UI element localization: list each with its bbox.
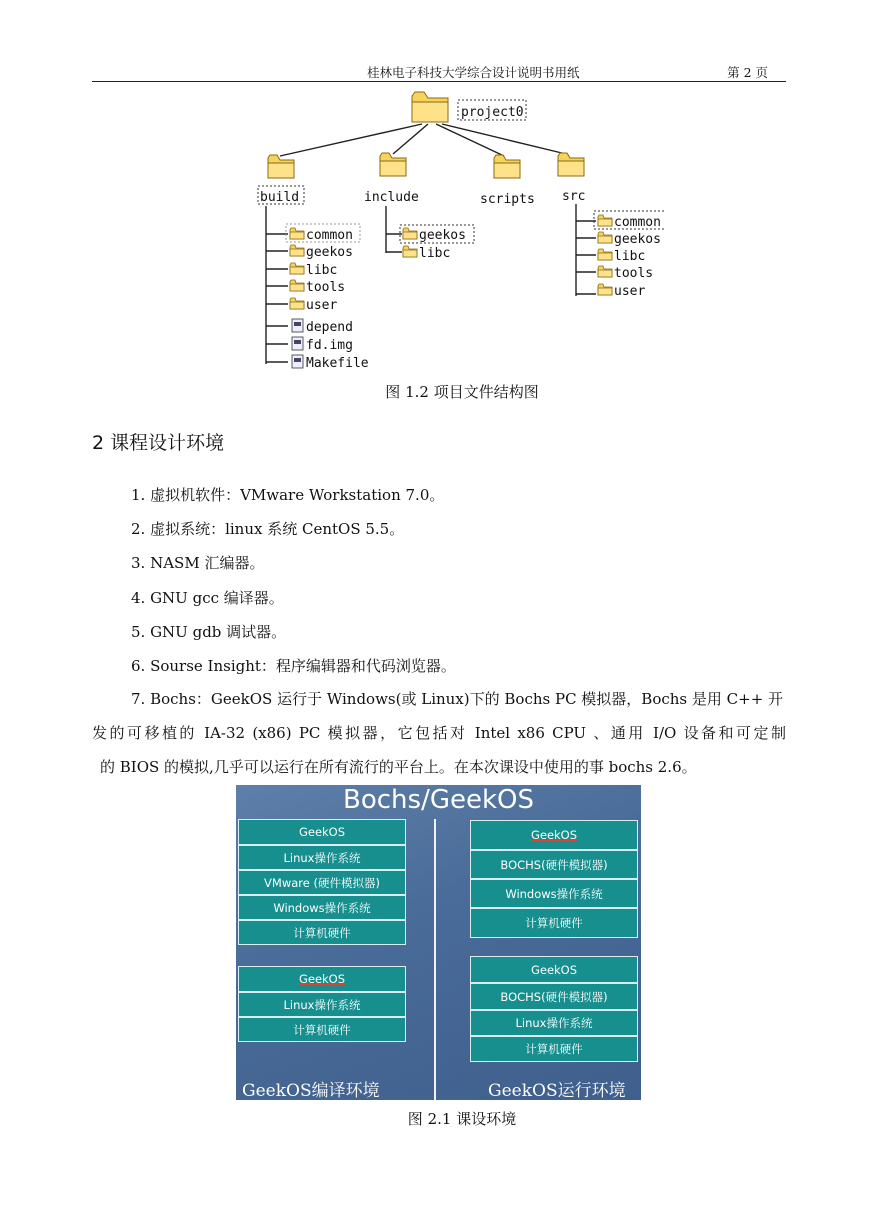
left-top-layer-3: VMware (硬件模拟器) [238, 870, 406, 895]
src-folder-icon [558, 153, 584, 176]
file-icon [292, 355, 303, 368]
src-child-libc: libc [614, 249, 646, 264]
dir-label-include: include [364, 190, 419, 205]
section-title: 2 课程设计环境 [92, 432, 225, 454]
folder-icon [403, 228, 417, 239]
build-tree-lines [266, 206, 288, 364]
file-icon [292, 319, 303, 332]
left-bottom-layer-2: Linux操作系统 [238, 992, 406, 1017]
folder-icon [598, 215, 612, 226]
src-child-common: common [614, 215, 661, 230]
page-header [92, 62, 786, 82]
src-child-user: user [614, 284, 646, 299]
para7-line-1: 7. Bochs：GeekOS 运行于 Windows(或 Linux)下的 Bochs PC 模拟器，Bochs 是用 C++ 开 [131, 690, 784, 708]
root-folder-icon [412, 92, 448, 122]
env-item-1: 1. 虚拟机软件：VMware Workstation 7.0。 [131, 486, 445, 504]
left-top-layer-2: Linux操作系统 [238, 845, 406, 870]
figure2-caption: 图 2.1 课设环境 [407, 1110, 517, 1128]
folder-icon [290, 280, 304, 291]
right-top-layer-3: Windows操作系统 [470, 879, 638, 908]
env-item-6: 6. Sourse Insight：程序编辑器和代码浏览器。 [131, 657, 456, 675]
include-folder-icon [380, 153, 406, 176]
right-bottom-layer-4: 计算机硬件 [470, 1036, 638, 1062]
build-child-depend: depend [306, 320, 353, 335]
folder-icon [403, 246, 417, 257]
include-child-geekos: geekos [419, 228, 466, 243]
dir-label-build: build [260, 190, 300, 205]
folder-icon [598, 266, 612, 277]
env-item-4: 4. GNU gcc 编译器。 [131, 589, 284, 607]
include-tree-lines [386, 206, 402, 253]
left-bottom-layer-1: GeekOS [238, 966, 406, 992]
root-connectors [280, 124, 566, 156]
folder-icon [290, 298, 304, 309]
left-top-layer-5: 计算机硬件 [238, 920, 406, 945]
para7-line-2: 发的可移植的 IA-32 (x86) PC 模拟器，它包括对 Intel x86 CPU 、通用 I/O 设备和可定制 [92, 724, 786, 742]
build-child-makefile: Makefile [306, 356, 369, 371]
env-item-3: 3. NASM 汇编器。 [131, 554, 265, 572]
build-child-tools: tools [306, 280, 346, 295]
bochs-geekos-figure [236, 785, 641, 1100]
right-bottom-layer-1: GeekOS [470, 956, 638, 983]
right-bottom-layer-3: Linux操作系统 [470, 1010, 638, 1036]
right-top-layer-2: BOCHS(硬件模拟器) [470, 850, 638, 879]
src-child-geekos: geekos [614, 232, 661, 247]
left-bottom-layer-3: 计算机硬件 [238, 1017, 406, 1042]
project-tree-diagram [236, 88, 666, 376]
file-icon [292, 337, 303, 350]
scripts-folder-icon [494, 155, 520, 178]
src-child-tools: tools [614, 266, 654, 281]
env-item-5: 5. GNU gdb 调试器。 [131, 623, 287, 641]
env-item-2: 2. 虚拟系统：linux 系统 CentOS 5.5。 [131, 520, 405, 538]
figure2-title: Bochs/GeekOS [343, 785, 534, 815]
build-child-geekos: geekos [306, 245, 353, 260]
figure1-caption: 图 1.2 项目文件结构图 [385, 383, 539, 401]
left-top-layer-1: GeekOS [238, 819, 406, 845]
build-child-libc: libc [306, 263, 338, 278]
right-top-layer-1: GeekOS [470, 820, 638, 850]
folder-icon [290, 245, 304, 256]
right-top-layer-4: 计算机硬件 [470, 908, 638, 938]
header-school: 桂林电子科技大学综合设计说明书用纸 [367, 65, 580, 80]
compile-env-label: GeekOS编译环境 [242, 1081, 380, 1100]
root-folder-label: project0 [461, 105, 524, 120]
right-bottom-layer-2: BOCHS(硬件模拟器) [470, 983, 638, 1010]
folder-icon [290, 263, 304, 274]
header-page-number: 第 2 页 [727, 65, 768, 80]
para7-line-3: 的 BIOS 的模拟,几乎可以运行在所有流行的平台上。在本次课设中使用的事 bochs 2.6。 [100, 758, 697, 776]
folder-icon [290, 228, 304, 239]
figure2-divider [434, 819, 436, 1100]
run-env-label: GeekOS运行环境 [488, 1081, 626, 1100]
env-item-7-paragraph [92, 682, 786, 784]
dir-label-scripts: scripts [480, 192, 535, 207]
build-child-common: common [306, 228, 353, 243]
folder-icon [598, 284, 612, 295]
project-structure-figure [236, 88, 666, 376]
include-child-libc: libc [419, 246, 451, 261]
build-child-user: user [306, 298, 338, 313]
build-folder-icon [268, 155, 294, 178]
src-tree-lines [576, 204, 596, 296]
build-child-fdimg: fd.img [306, 338, 353, 353]
folder-icon [598, 249, 612, 260]
dir-label-src: src [562, 189, 586, 204]
folder-icon [598, 232, 612, 243]
left-top-layer-4: Windows操作系统 [238, 895, 406, 920]
